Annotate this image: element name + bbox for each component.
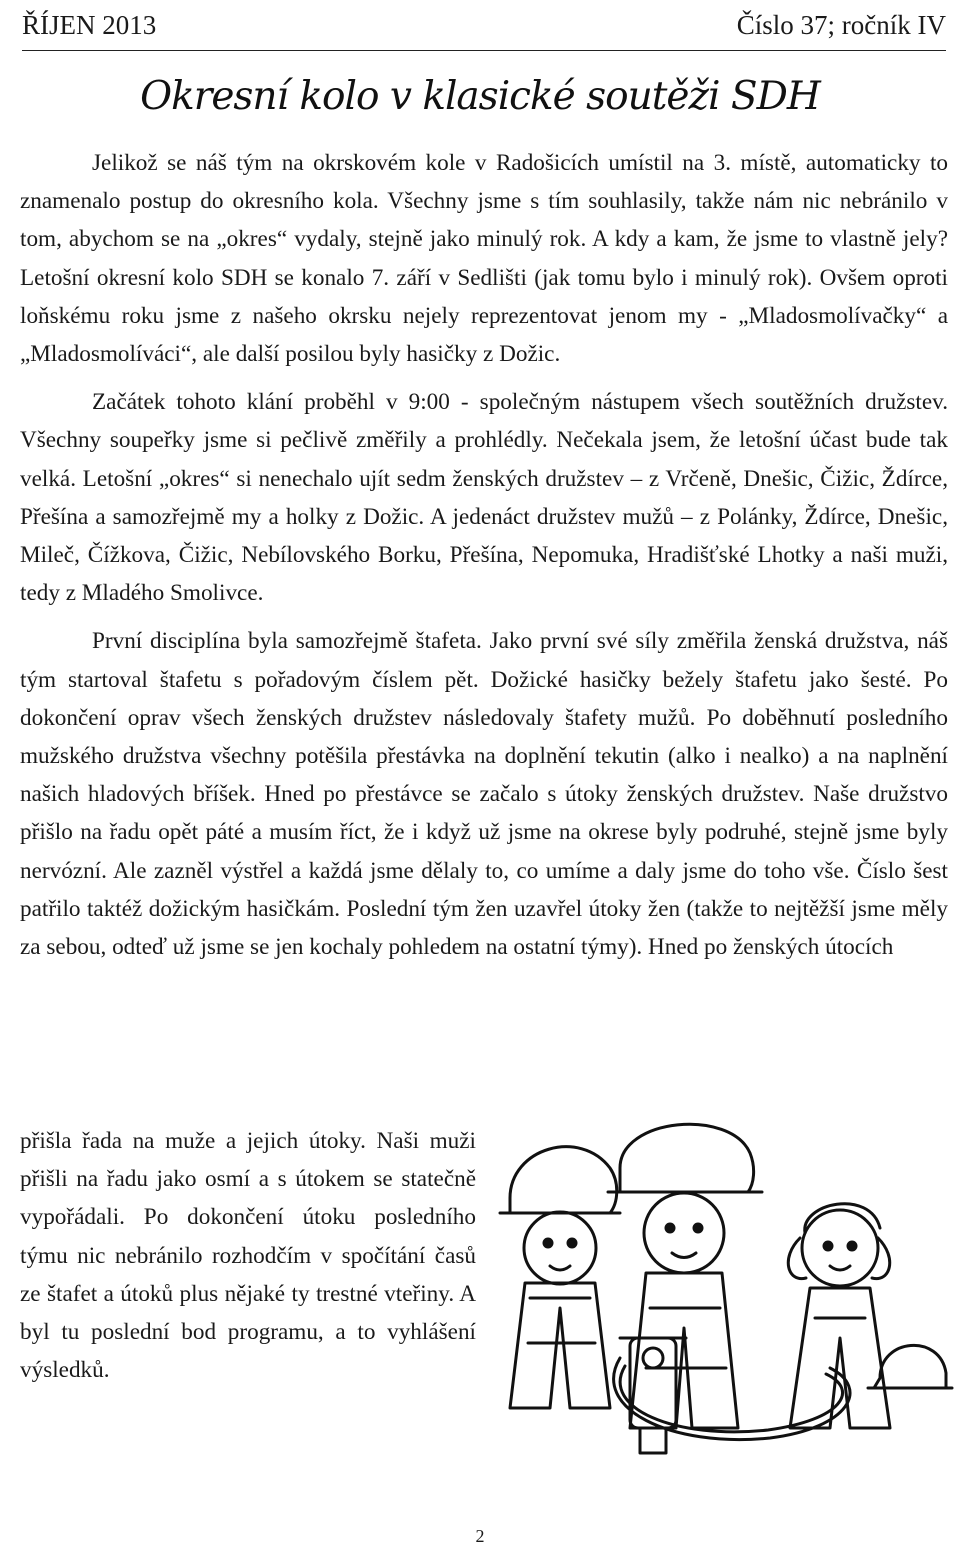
article-body-wrapped [20,1122,476,1389]
paragraph-2: Začátek tohoto klání proběhl v 9:00 - společným nástupem všech soutěžních družstev. Všechny soupeřky jsme si pečlivě změřily a prohlédly. Nečekala jsem, že letošní účast bude tak velká. Letošní „okres“ si nenechalo ujít sedm ženských družstev – z Vrčeně, Dnešic, Čižic, Ždírce, Přešína a samozřejmě my a holky z Dožic. A jedenáct družstev mužů – z Polánky, Ždírce, Dnešic, Mileč, Čížkova, Čižic, Nebílovského Borku, Přešína, Nepomuka, Hradišťské Lhotky a naši muži, tedy z Mladého Smolivce. [20,389,948,607]
page-number: 2 [475,1526,485,1546]
article-title: Okresní kolo v klasické soutěži SDH [140,74,820,119]
article-body [20,144,948,966]
page-header [22,4,946,51]
paragraph-1: Jelikož se náš tým na okrskovém kole v Radošicích umístil na 3. místě, automaticky to znamenalo postup do okresního kola. Všechny jsme s tím souhlasily, takže nám nic nebránilo v tom, abychom se na „okres“ vydaly, stejně jako minulý rok. A kdy a kam, že jsme to vlastně jely? Letošní okresní kolo SDH se konalo 7. září v Sedlišti (jak tomu bylo i minulý rok). Ovšem oproti loňskému roku jsme z našeho okrsku nejely reprezentovat jenom my - „Mladosmolívačky“ a „Mladosmolíváci“, ale další posilou byly hasičky z Dožic. [20,150,948,368]
issue-month: ŘÍJEN 2013 [22,10,157,40]
issue-number: Číslo 37; ročník IV [736,10,946,40]
paragraph-3: První disciplína byla samozřejmě štafeta. Jako první své síly změřila ženská družstva, náš tým startoval štafetu s pořadovým číslem pět. Dožické hasičky bežely štafetu jako šesté. Po dokončení oprav všech ženských družstev následovaly štafety mužů. Po doběhnutí posledního mužského družstva všechny potěšila přestávka na doplnění tekutin (alko i nealko) a na naplnění našich hladových bříšek. Hned po přestávce se začalo s útoky ženských družstev. Naše družstvo přišlo na řadu opět páté a musím říct, že i když už jsme na okrese byly podruhé, stejně jsme byly nervózní. Ale zazněl výstřel a každá jsme dělaly to, co umíme a daly jsme do toho vše. Číslo šest patřilo taktéž dožickým hasičkám. Poslední tým žen uzavřel útoky žen (takže to nejtěžší jsme měly za sebou, odteď už jsme se jen kochaly pohledem na ostatní týmy). Hned po ženských útocích [20,628,948,961]
paragraph-4: přišla řada na muže a jejich útoky. Naši muži přišli na řadu jako osmí a s útokem se statečně vypořádali. Po dokončení útoku posledního týmu nic nebránilo rozhodčím v spočítání časů ze štafet a útoků plus nějaké ty trestné vteřiny. A byl tu poslední bod programu, a to vyhlášení výsledků. [20,1128,476,1384]
firefighter-children-illustration [470,1108,956,1494]
